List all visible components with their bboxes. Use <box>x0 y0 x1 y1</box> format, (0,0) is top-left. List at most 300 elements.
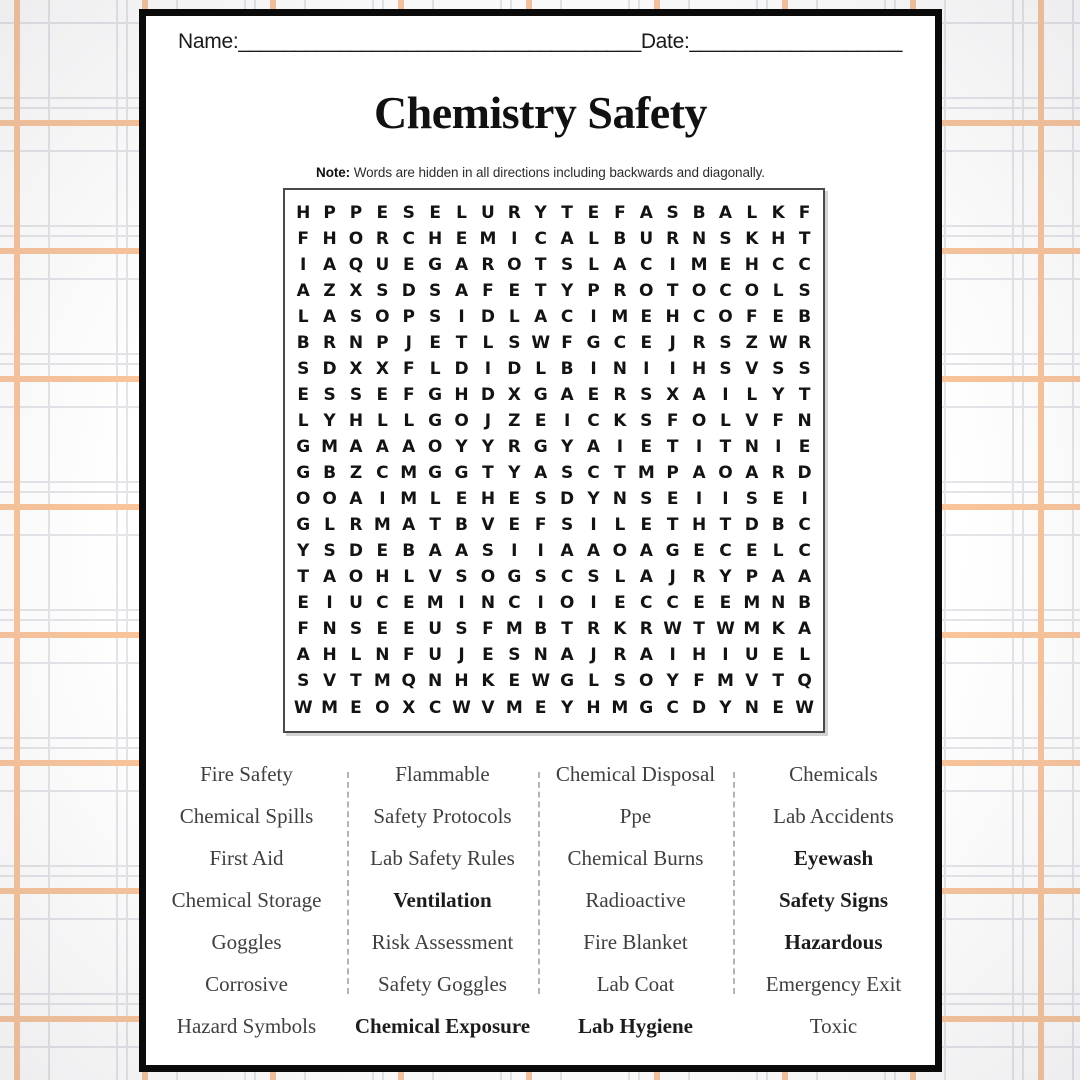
grid-letter: G <box>428 410 443 431</box>
grid-letter: A <box>586 437 601 458</box>
grid-letter: P <box>323 202 336 223</box>
grid-letter: M <box>479 228 497 249</box>
grid-letter: O <box>375 697 390 718</box>
grid-letter: A <box>402 437 416 458</box>
grid-letter: C <box>666 593 679 614</box>
word-list-item: Toxic <box>809 1014 858 1039</box>
grid-letter: Y <box>323 410 336 431</box>
grid-letter: G <box>296 437 311 458</box>
grid-letter: I <box>801 489 808 510</box>
grid-letter: B <box>455 515 469 536</box>
grid-letter: Y <box>560 697 574 718</box>
grid-letter: R <box>692 332 706 353</box>
grid-letter: E <box>640 306 653 327</box>
grid-letter: R <box>771 463 785 484</box>
grid-letter: I <box>590 515 597 536</box>
grid-letter: I <box>511 228 518 249</box>
grid-letter: L <box>535 358 547 379</box>
grid-letter: A <box>296 645 310 666</box>
word-search-grid <box>283 188 825 733</box>
grid-letter: T <box>666 437 679 458</box>
grid-letter: C <box>666 697 679 718</box>
grid-letter: E <box>402 619 415 640</box>
grid-letter: I <box>695 489 703 510</box>
grid-letter: A <box>428 541 442 562</box>
grid-letter: P <box>402 306 415 327</box>
grid-letter: W <box>795 697 814 718</box>
grid-letter: T <box>798 228 811 249</box>
grid-letter: V <box>481 697 495 718</box>
grid-letter: E <box>772 489 785 510</box>
grid-letter: E <box>587 202 600 223</box>
grid-letter: L <box>403 567 415 588</box>
grid-letter: Y <box>560 280 574 301</box>
grid-letter: G <box>639 697 654 718</box>
grid-letter: F <box>402 645 415 666</box>
grid-letter: V <box>745 358 759 379</box>
word-list-item: Lab Accidents <box>773 804 894 829</box>
grid-letter: S <box>613 671 626 692</box>
grid-letter: E <box>482 645 494 666</box>
grid-letter: V <box>481 515 495 536</box>
grid-letter: J <box>669 567 676 588</box>
grid-letter: I <box>722 645 729 666</box>
grid-letter: O <box>639 280 654 301</box>
grid-letter: A <box>349 437 363 458</box>
grid-letter: E <box>376 541 389 562</box>
grid-letter: C <box>798 515 811 536</box>
grid-letter: R <box>349 515 363 536</box>
grid-letter: E <box>719 593 732 614</box>
grid-letter: E <box>455 489 468 510</box>
grid-letter: R <box>666 228 680 249</box>
grid-letter: C <box>798 541 811 562</box>
grid-letter: M <box>505 619 523 640</box>
grid-letter: L <box>614 567 626 588</box>
grid-letter: Z <box>745 332 758 353</box>
grid-letter: E <box>429 332 441 353</box>
grid-letter: R <box>613 384 627 405</box>
word-list-item: Fire Safety <box>200 762 293 787</box>
grid-letter: C <box>376 593 389 614</box>
grid-letter: O <box>375 306 390 327</box>
grid-letter: E <box>455 228 468 249</box>
grid-letter: A <box>323 567 337 588</box>
grid-letter: W <box>531 332 551 353</box>
grid-letter: T <box>350 671 362 692</box>
name-date-row <box>178 30 902 54</box>
grid-letter: M <box>426 593 444 614</box>
grid-letter: P <box>376 332 389 353</box>
grid-letter: F <box>482 619 494 640</box>
grid-letter: X <box>349 280 363 301</box>
grid-letter: U <box>481 202 495 223</box>
grid-letter: O <box>718 463 733 484</box>
grid-letter: D <box>322 358 337 379</box>
grid-letter: F <box>297 228 309 249</box>
grid-letter: O <box>639 671 654 692</box>
grid-letter: S <box>376 280 389 301</box>
grid-letter: M <box>400 489 418 510</box>
grid-letter: M <box>400 463 418 484</box>
grid-letter: Y <box>587 489 600 510</box>
grid-letter: F <box>402 358 415 379</box>
grid-letter: Q <box>348 254 364 275</box>
grid-letter: D <box>507 358 522 379</box>
grid-letter: U <box>375 254 390 275</box>
grid-letter: O <box>507 254 522 275</box>
grid-letter: E <box>640 437 653 458</box>
grid-letter: N <box>797 410 812 431</box>
grid-letter: K <box>771 619 785 640</box>
word-list <box>146 754 935 1048</box>
grid-letter: B <box>560 358 574 379</box>
grid-letter: J <box>669 332 676 353</box>
grid-letter: A <box>560 384 574 405</box>
grid-letter: I <box>326 593 333 614</box>
worksheet-page <box>139 9 942 1072</box>
grid-letter: C <box>402 228 415 249</box>
word-list-item: Safety Signs <box>778 888 889 913</box>
grid-letter: N <box>612 489 627 510</box>
note-label: Note: <box>316 164 351 180</box>
grid-letter: C <box>719 541 732 562</box>
grid-letter: D <box>744 515 759 536</box>
grid-letter: S <box>719 228 732 249</box>
grid-letter: S <box>534 567 547 588</box>
grid-letter: G <box>428 463 443 484</box>
grid-letter: E <box>666 489 679 510</box>
grid-letter: K <box>745 228 759 249</box>
grid-letter: Y <box>481 437 495 458</box>
grid-letter: M <box>321 437 339 458</box>
grid-letter: E <box>376 384 389 405</box>
grid-letter: S <box>534 489 547 510</box>
grid-letter: O <box>295 489 311 510</box>
grid-letter: C <box>560 306 574 327</box>
grid-letter: E <box>798 437 811 458</box>
note-body: Words are hidden in all directions including backwards and diagonally. <box>353 164 765 180</box>
word-list-item: Goggles <box>211 930 282 955</box>
grid-letter: R <box>323 332 337 353</box>
grid-letter: G <box>533 384 548 405</box>
grid-letter: T <box>772 671 785 692</box>
grid-letter: A <box>586 541 601 562</box>
grid-letter: J <box>405 332 412 353</box>
grid-letter: A <box>349 489 363 510</box>
grid-letter: A <box>454 254 469 275</box>
grid-letter: Y <box>534 202 547 223</box>
grid-letter: L <box>482 332 494 353</box>
grid-letter: T <box>666 515 679 536</box>
grid-letter: E <box>534 697 547 718</box>
grid-letter: T <box>561 619 573 640</box>
grid-letter: C <box>719 280 732 301</box>
grid-letter: E <box>402 593 415 614</box>
grid-letter: F <box>402 384 415 405</box>
grid-letter: T <box>561 202 573 223</box>
grid-letter: T <box>693 619 705 640</box>
grid-letter: J <box>590 645 597 666</box>
grid-letter: L <box>297 410 309 431</box>
grid-letter: I <box>669 254 676 275</box>
grid-letter: H <box>454 671 469 692</box>
grid-letter: O <box>559 593 575 614</box>
grid-letter: I <box>458 306 465 327</box>
grid-letter: V <box>323 671 337 692</box>
grid-letter: K <box>481 671 495 692</box>
grid-letter: E <box>429 202 441 223</box>
column-divider <box>347 772 349 994</box>
grid-letter: I <box>379 489 386 510</box>
grid-letter: S <box>508 332 521 353</box>
grid-letter: B <box>534 619 548 640</box>
grid-letter: N <box>480 593 496 614</box>
grid-letter: C <box>692 306 706 327</box>
grid-letter: S <box>666 202 679 223</box>
date-blank-line: ___________________ <box>689 30 902 53</box>
grid-letter: A <box>560 541 574 562</box>
grid-letter: Y <box>508 463 521 484</box>
grid-letter: T <box>719 515 732 536</box>
grid-letter: H <box>375 567 390 588</box>
grid-letter: L <box>456 202 467 223</box>
word-list-item: Chemical Exposure <box>354 1014 531 1039</box>
grid-letter: E <box>693 541 705 562</box>
grid-letter: S <box>508 645 521 666</box>
grid-letter: C <box>587 463 600 484</box>
grid-letter: R <box>507 437 521 458</box>
grid-letter: I <box>669 358 676 379</box>
grid-letter: B <box>296 332 310 353</box>
grid-letter: O <box>718 306 733 327</box>
grid-letter: L <box>772 280 784 301</box>
grid-letter: E <box>402 254 415 275</box>
grid-letter: S <box>560 515 574 536</box>
grid-letter: I <box>458 593 465 614</box>
grid-letter: H <box>691 645 707 666</box>
grid-letter: S <box>429 280 442 301</box>
grid-letter: F <box>561 332 573 353</box>
grid-letter: J <box>458 645 465 666</box>
grid-letter: B <box>798 593 812 614</box>
grid-letter: G <box>454 463 469 484</box>
grid-letter: F <box>614 202 626 223</box>
grid-letter: B <box>613 228 627 249</box>
grid-letter: L <box>376 410 388 431</box>
grid-letter: Z <box>508 410 521 431</box>
grid-letter: V <box>745 410 759 431</box>
grid-letter: G <box>560 671 575 692</box>
grid-letter: C <box>534 228 547 249</box>
grid-letter: I <box>511 541 518 562</box>
grid-letter: H <box>586 697 601 718</box>
grid-letter: G <box>428 254 443 275</box>
grid-letter: L <box>614 515 626 536</box>
grid-letter: S <box>640 384 653 405</box>
grid-letter: T <box>534 280 547 301</box>
grid-letter: G <box>507 567 522 588</box>
grid-letter: G <box>296 463 311 484</box>
grid-letter: H <box>480 489 496 510</box>
word-list-item: Fire Blanket <box>583 930 688 955</box>
grid-letter: S <box>640 410 653 431</box>
grid-letter: G <box>428 384 443 405</box>
grid-letter: P <box>745 567 759 588</box>
grid-letter: Y <box>297 541 310 562</box>
grid-letter: C <box>640 254 653 275</box>
grid-letter: F <box>534 515 547 536</box>
grid-letter: I <box>300 254 307 275</box>
grid-letter: A <box>692 463 706 484</box>
grid-letter: E <box>350 697 362 718</box>
grid-letter: R <box>798 332 812 353</box>
grid-letter: C <box>508 593 521 614</box>
grid-letter: L <box>429 489 441 510</box>
grid-letter: M <box>611 306 629 327</box>
grid-letter: S <box>323 384 336 405</box>
word-list-item: Hazardous <box>784 930 883 955</box>
grid-letter: L <box>508 306 520 327</box>
grid-letter: I <box>537 541 544 562</box>
grid-letter: X <box>507 384 521 405</box>
word-list-item: First Aid <box>209 846 284 871</box>
grid-letter: E <box>587 384 600 405</box>
grid-letter: G <box>665 541 680 562</box>
grid-letter: M <box>321 697 339 718</box>
grid-letter: S <box>560 463 574 484</box>
grid-letter: M <box>637 463 655 484</box>
grid-letter: O <box>348 228 364 249</box>
word-list-item: Lab Coat <box>596 972 675 997</box>
grid-letter: C <box>428 697 442 718</box>
grid-letter: I <box>722 384 729 405</box>
grid-letter: Y <box>560 437 574 458</box>
grid-letter: O <box>744 280 760 301</box>
word-list-item: Safety Goggles <box>378 972 507 997</box>
grid-letter: X <box>349 358 363 379</box>
grid-letter: Y <box>719 567 732 588</box>
column-divider <box>733 772 735 994</box>
grid-letter: L <box>403 410 415 431</box>
name-field <box>178 30 641 54</box>
grid-letter: L <box>799 645 811 666</box>
grid-letter: E <box>508 515 521 536</box>
grid-letter: F <box>746 306 758 327</box>
word-list-item: Risk Assessment <box>371 930 514 955</box>
grid-letter: E <box>614 593 626 614</box>
grid-letter: M <box>373 671 391 692</box>
grid-letter: A <box>560 228 574 249</box>
grid-letter: O <box>348 567 364 588</box>
grid-letter: B <box>323 463 337 484</box>
grid-letter: N <box>744 437 759 458</box>
grid-letter: T <box>297 567 309 588</box>
grid-letter: D <box>401 280 416 301</box>
grid-letter: R <box>481 254 495 275</box>
grid-letter: D <box>797 463 812 484</box>
grid-letter: Y <box>772 384 785 405</box>
grid-letter: J <box>484 410 492 431</box>
grid-letter: I <box>590 593 597 614</box>
grid-letter: S <box>745 489 758 510</box>
grid-letter: L <box>746 384 758 405</box>
grid-letter: A <box>402 515 416 536</box>
grid-letter: V <box>428 567 442 588</box>
grid-letter: R <box>692 567 706 588</box>
grid-letter: R <box>613 645 627 666</box>
grid-letter: A <box>323 254 337 275</box>
grid-letter: E <box>297 384 309 405</box>
grid-letter: S <box>349 619 363 640</box>
grid-letter: H <box>691 358 707 379</box>
grid-letter: C <box>587 410 600 431</box>
grid-letter: H <box>348 410 364 431</box>
word-list-item: Corrosive <box>205 972 288 997</box>
grid-letter: M <box>743 619 761 640</box>
grid-letter: N <box>771 593 786 614</box>
grid-letter: Y <box>666 671 679 692</box>
grid-letter: W <box>716 619 735 640</box>
grid-letter: N <box>744 697 759 718</box>
grid-letter: E <box>772 645 785 666</box>
grid-letter: T <box>455 332 468 353</box>
grid-letter: I <box>616 437 624 458</box>
grid-letter: N <box>375 645 390 666</box>
grid-letter: I <box>590 306 597 327</box>
word-column-4 <box>733 754 934 1048</box>
grid-letter: A <box>692 384 706 405</box>
word-column-1 <box>146 754 347 1048</box>
grid-letter: U <box>744 645 759 666</box>
grid-letter: S <box>560 254 574 275</box>
grid-letter: U <box>428 619 443 640</box>
grid-letter: S <box>297 671 310 692</box>
grid-letter: L <box>324 515 335 536</box>
grid-letter: R <box>586 619 601 640</box>
grid-letter: L <box>350 645 362 666</box>
page-title: Chemistry Safety <box>373 87 708 138</box>
word-list-item: Chemical Disposal <box>555 762 716 787</box>
grid-letter: S <box>349 384 363 405</box>
grid-letter: E <box>508 671 521 692</box>
grid-letter: S <box>719 332 732 353</box>
grid-letter: W <box>452 697 471 718</box>
grid-letter: F <box>482 280 494 301</box>
grid-letter: U <box>428 645 443 666</box>
grid-letter: G <box>296 515 311 536</box>
grid-letter: S <box>798 280 811 301</box>
grid-letter: P <box>349 202 363 223</box>
grid-letter: O <box>691 410 707 431</box>
grid-letter: O <box>480 567 496 588</box>
grid-letter: Q <box>797 671 812 692</box>
grid-letter: I <box>722 489 729 510</box>
word-list-item: Hazard Symbols <box>176 1014 317 1039</box>
grid-letter: Q <box>401 671 416 692</box>
grid-letter: A <box>639 645 653 666</box>
grid-letter: M <box>373 515 391 536</box>
grid-letter: O <box>454 410 469 431</box>
grid-letter: S <box>297 358 310 379</box>
grid-letter: P <box>666 463 679 484</box>
grid-letter: B <box>402 541 416 562</box>
word-list-item: Ppe <box>619 804 652 829</box>
grid-letter: A <box>454 280 469 301</box>
word-column-2 <box>347 754 538 1048</box>
grid-letter: U <box>349 593 363 614</box>
grid-letter: L <box>746 202 758 223</box>
